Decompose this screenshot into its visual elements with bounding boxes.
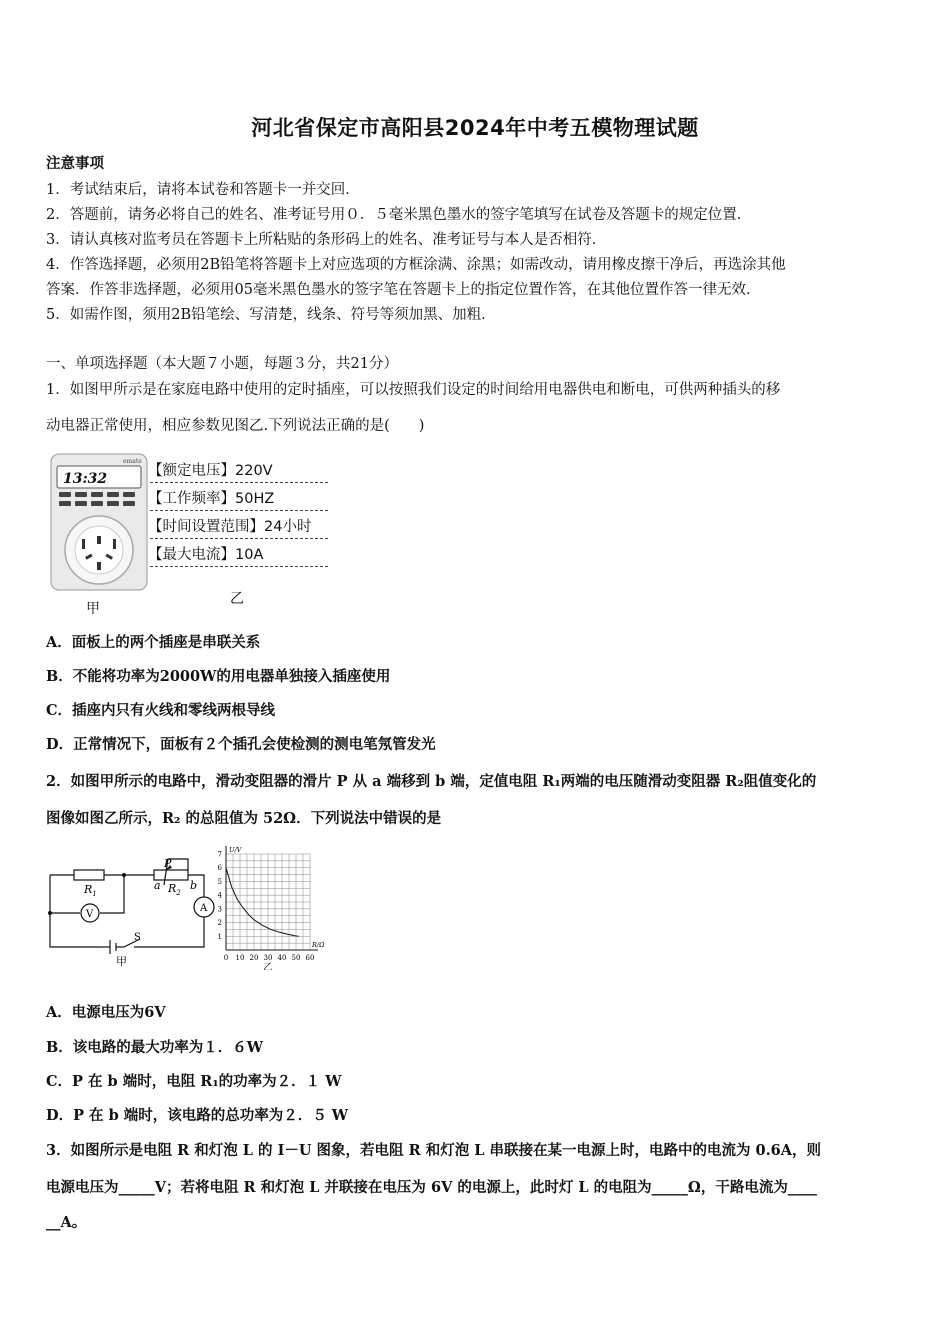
y-tick-label: 7	[217, 850, 222, 859]
spec-divider	[150, 538, 328, 539]
x-tick-label: 0	[223, 954, 229, 962]
x-tick-label: 30	[263, 954, 273, 962]
y-axis-label: U/V	[229, 846, 242, 854]
svg-text:R2	[167, 882, 181, 897]
q1-option-d: D．正常情况下，面板有２个插孔会使检测的测电笔氖管发光	[46, 736, 436, 753]
spec-divider	[150, 482, 328, 483]
r1-label: R	[84, 883, 93, 896]
timer-display: 13:32	[63, 471, 108, 487]
x-axis-label: R/Ω	[312, 941, 325, 949]
notice-item: 4．作答选择题，必须用2B铅笔将答题卡上对应选项的方框涂满、涂黑；如需改动，请用橡皮擦干净后，再选涂其他	[46, 257, 786, 273]
end-a-label: a	[154, 879, 161, 892]
chart-label-yi: 乙	[263, 963, 273, 970]
q3-stem: 3．如图所示是电阻 R 和灯泡 L 的 I－U 图象，若电阻 R 和灯泡 L 串联接在某一电源上时，电路中的电流为 0.6A，则	[46, 1142, 822, 1159]
q2-stem: 2．如图甲所示的电路中，滑动变阻器的滑片 P 从 a 端移到 b 端，定值电阻 R₁两端的电压随滑动变阻器 R₂阻值变化的	[46, 773, 817, 790]
q2-option-b: B．该电路的最大功率为１．６W	[46, 1039, 264, 1056]
circuit-label-jia: 甲	[116, 955, 127, 968]
svg-text:R1	[83, 883, 97, 898]
q2-option-d: D．P 在 b 端时，该电路的总功率为２．５ W	[46, 1107, 349, 1124]
u-r-graph	[210, 840, 340, 970]
figure-label-jia: 甲	[86, 601, 100, 617]
spec-frequency: 【工作频率】50HZ	[148, 491, 275, 507]
y-tick-label: 2	[217, 919, 222, 928]
r2-subscript: 2	[176, 889, 181, 897]
x-tick-label: 60	[305, 954, 315, 962]
notice-item: 2．答题前，请务必将自己的姓名、准考证号用０．５毫米黑色墨水的签字笔填写在试卷及答题卡的规定位置．	[46, 207, 752, 223]
q1-option-a: A．面板上的两个插座是串联关系	[46, 634, 261, 651]
y-tick-label: 3	[217, 905, 222, 914]
q1-option-b: B．不能将功率为2000W的用电器单独接入插座使用	[46, 668, 391, 685]
spec-divider	[150, 510, 328, 511]
r1-subscript: 1	[92, 890, 97, 898]
notice-item: 5．如需作图，须用2B铅笔绘、写清楚，线条、符号等须加黑、加粗．	[46, 307, 496, 323]
x-tick-label: 40	[277, 954, 287, 962]
section-heading: 一、单项选择题（本大题７小题，每题３分，共21分）	[46, 356, 398, 372]
y-tick-label: 4	[217, 891, 222, 900]
q2-stem: 图像如图乙所示，R₂ 的总阻值为 52Ω．下列说法中错误的是	[46, 810, 442, 827]
y-tick-label: 6	[217, 864, 222, 873]
voltmeter-label: V	[86, 909, 94, 920]
q1-option-c: C．插座内只有火线和零线两根导线	[46, 702, 276, 719]
x-tick-label: 50	[291, 954, 301, 962]
slider-p-label: P	[164, 857, 172, 870]
q3-stem: 电源电压为_____V；若将电阻 R 和灯泡 L 并联接在电压为 6V 的电源上，此时灯 L 的电阻为_____Ω，干路电流为____	[46, 1179, 817, 1196]
switch-label: S	[134, 932, 141, 943]
notice-heading: 注意事项	[46, 155, 104, 172]
timer-brand: emate	[123, 458, 142, 465]
y-tick-label: 1	[217, 932, 222, 941]
notice-item: 答案．作答非选择题，必须用05毫米黑色墨水的签字笔在答题卡上的指定位置作答，在其他位置作答一律无效．	[46, 282, 761, 298]
spec-divider	[150, 566, 328, 567]
q1-stem: 动电器正常使用，相应参数见图乙.下列说法正确的是( )	[46, 418, 425, 434]
y-tick-label: 5	[217, 877, 222, 886]
q2-option-a: A．电源电压为6V	[46, 1004, 166, 1021]
figure-label-yi: 乙	[230, 591, 244, 607]
spec-time-range: 【时间设置范围】24小时	[148, 519, 312, 535]
x-tick-label: 20	[249, 954, 259, 962]
timer-socket-figure	[49, 452, 149, 594]
spec-rated-voltage: 【额定电压】220V	[148, 463, 273, 479]
spec-max-current: 【最大电流】10A	[148, 547, 264, 563]
r2-label: R	[168, 882, 177, 895]
q2-option-c: C．P 在 b 端时，电阻 R₁的功率为２．１ W	[46, 1073, 342, 1090]
notice-item: 3．请认真核对监考员在答题卡上所粘贴的条形码上的姓名、准考证号与本人是否相符．	[46, 232, 607, 248]
page-title: 河北省保定市高阳县2024年中考五模物理试题	[251, 116, 699, 140]
notice-item: 1．考试结束后，请将本试卷和答题卡一并交回．	[46, 182, 360, 198]
ammeter-label: A	[200, 903, 208, 914]
q3-stem: __A。	[46, 1214, 87, 1231]
circuit-diagram	[44, 855, 224, 970]
end-b-label: b	[190, 879, 198, 892]
x-tick-label: 10	[235, 954, 245, 962]
q1-stem: 1．如图甲所示是在家庭电路中使用的定时插座，可以按照我们设定的时间给用电器供电和断电，可供两种插头的移	[46, 382, 781, 398]
